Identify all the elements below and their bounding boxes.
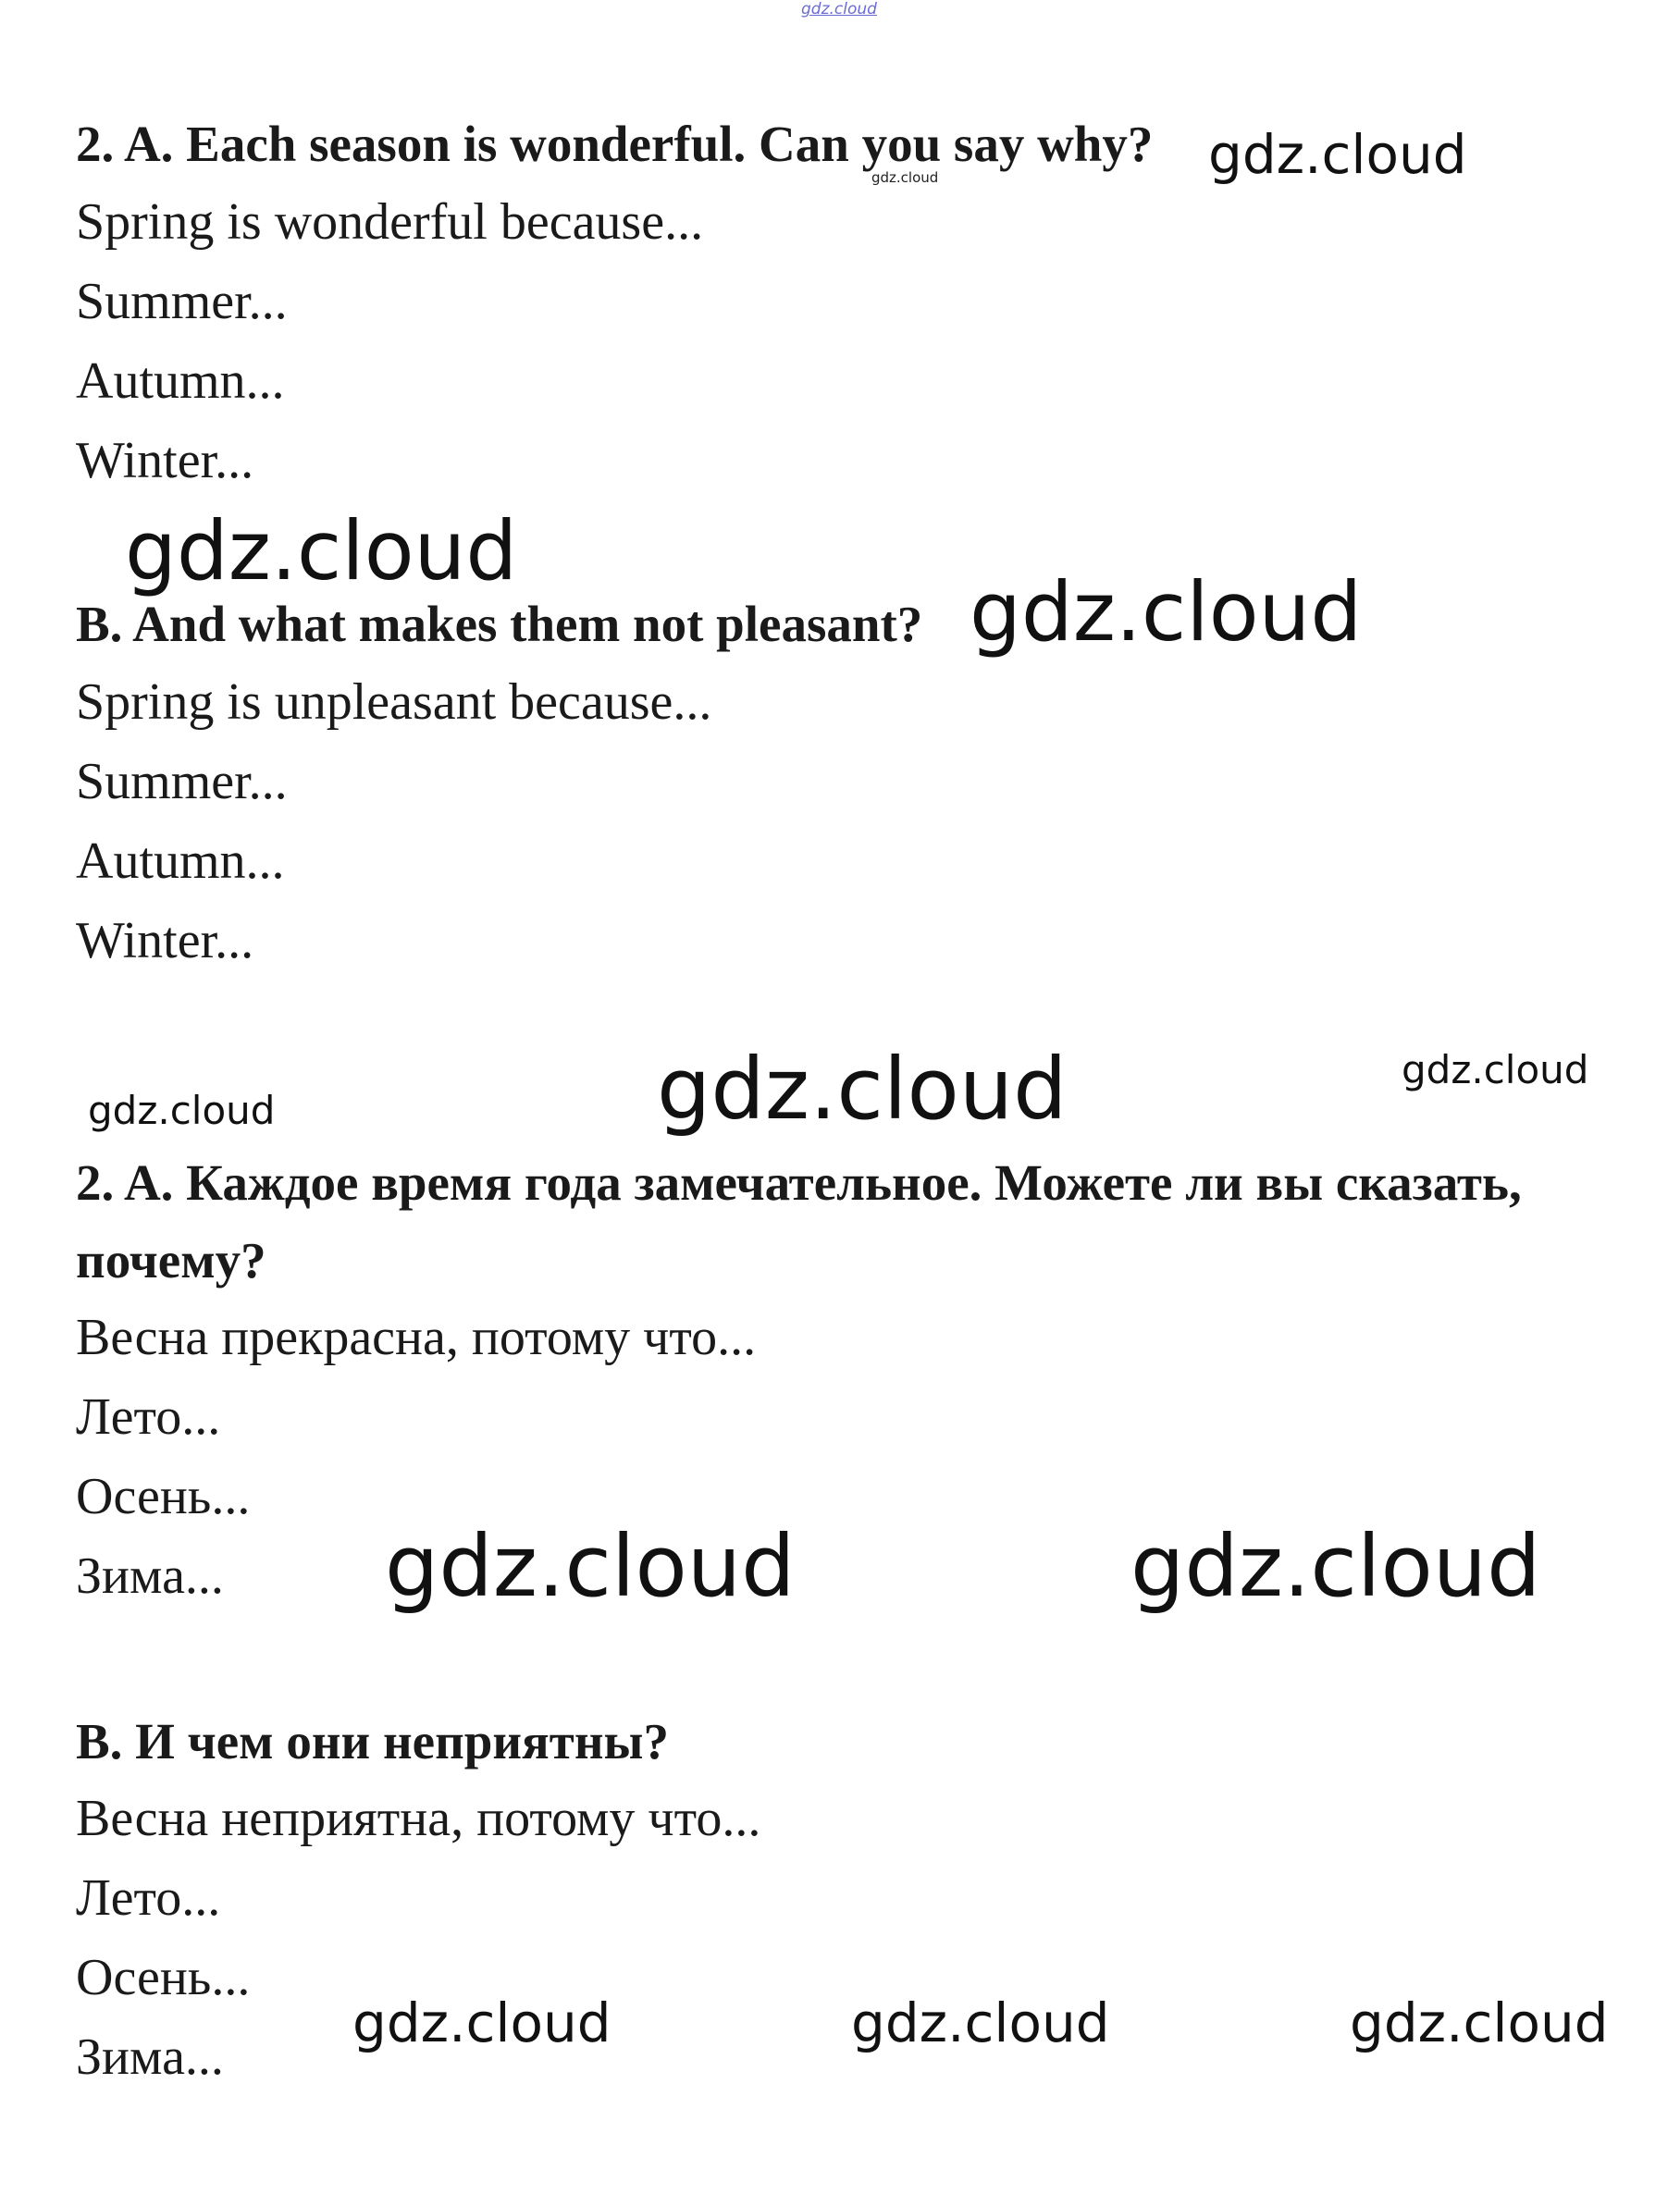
watermark-heading-b: gdz.cloud	[970, 564, 1363, 660]
english-part-b-line-3: Autumn...	[76, 832, 285, 890]
watermark-bottom-left: gdz.cloud	[352, 1991, 611, 2054]
russian-part-a-line-1: Весна прекрасна, потому что...	[76, 1309, 757, 1366]
watermark-bottom-center: gdz.cloud	[851, 1991, 1110, 2054]
english-part-b-line-4: Winter...	[76, 912, 254, 969]
russian-part-a-heading-line-2: почему?	[76, 1232, 266, 1288]
russian-part-b-line-4: Зима...	[76, 2028, 224, 2086]
russian-part-a-heading-line-1: 2. A. Каждое время года замечательное. Можете ли вы сказать,	[76, 1154, 1522, 1211]
english-part-a-line-1: Spring is wonderful because...	[76, 193, 704, 251]
english-part-a-line-2: Summer...	[76, 273, 288, 330]
watermark-right-small: gdz.cloud	[1402, 1047, 1589, 1092]
english-part-a-heading: 2. A. Each season is wonderful. Can you say why?	[76, 116, 1154, 172]
watermark-top: gdz.cloud	[801, 0, 877, 18]
watermark-center: gdz.cloud	[657, 1040, 1068, 1139]
russian-part-b-line-3: Осень...	[76, 1949, 251, 2006]
english-part-a-line-4: Winter...	[76, 432, 254, 489]
watermark-zima-left: gdz.cloud	[385, 1517, 796, 1616]
english-part-a-line-3: Autumn...	[76, 352, 285, 410]
russian-part-b-line-1: Весна неприятна, потому что...	[76, 1790, 761, 1847]
watermark-left-small: gdz.cloud	[88, 1088, 276, 1133]
russian-part-a-line-2: Лето...	[76, 1388, 221, 1446]
russian-part-a-line-4: Зима...	[76, 1547, 224, 1605]
watermark-heading-a: gdz.cloud	[1208, 123, 1467, 186]
watermark-bottom-right: gdz.cloud	[1350, 1991, 1609, 2054]
russian-part-b-heading: B. И чем они неприятны?	[76, 1713, 669, 1769]
russian-part-b-line-2: Лето...	[76, 1869, 221, 1927]
watermark-tiny: gdz.cloud	[871, 169, 939, 186]
watermark-left-large: gdz.cloud	[125, 503, 518, 598]
watermark-zima-right: gdz.cloud	[1130, 1517, 1541, 1616]
english-part-b-heading: B. And what makes them not pleasant?	[76, 596, 923, 652]
english-part-b-line-1: Spring is unpleasant because...	[76, 673, 712, 731]
english-part-b-line-2: Summer...	[76, 753, 288, 810]
russian-part-a-line-3: Осень...	[76, 1468, 251, 1525]
